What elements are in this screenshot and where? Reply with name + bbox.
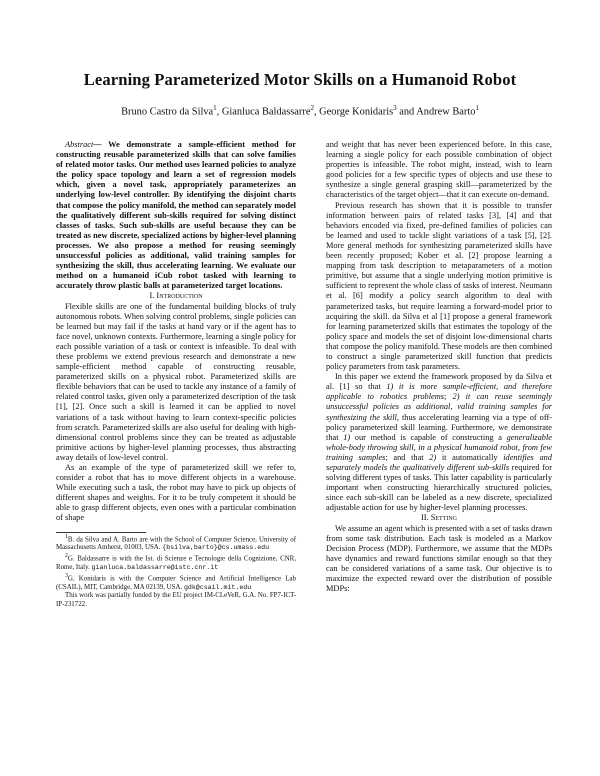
- author-name: Gianluca Baldassarre: [221, 106, 311, 118]
- footnote-email: gdk@csail.mit.edu: [183, 583, 252, 591]
- footnote-text: G. Baldassarre is with the Ist. di Scienze e Tecnologie della Cognizione, CNR, Rome, Italy.: [56, 555, 296, 572]
- author-name: Bruno Castro da Silva: [121, 106, 214, 118]
- right-column: [326, 140, 552, 594]
- footnote-text: G. Konidaris is with the Computer Science and Artificial Intelligence Lab (CSAIL), MIT, Cambridge, MA 02139, USA.: [56, 575, 296, 591]
- abstract: [56, 140, 296, 291]
- text-run: ; and that: [385, 452, 430, 462]
- author-list: [0, 104, 600, 117]
- emphasis-run: 1) it is more sample-efficient, and therefore applicable to robotics problems: [326, 382, 552, 402]
- footnote-email: gianluca.baldassarre@istc.cnr.it: [91, 564, 219, 572]
- author-separator: ,: [216, 106, 222, 118]
- text-run: , thus accelerating learning via a type of off-policy parameterized skill learning. Furthermore, we demonstrate that: [326, 412, 552, 442]
- body-paragraph: Previous research has shown that it is possible to transfer information between pairs of related tasks [3], [4] and that behaviors encoded via fixed, pre-defined families of policies can be learned and used to tackle slight variations of a task [5], [2]. More general methods for synthesizing parameterized skills have been recently proposed; Kober et al. [2] propose learning a mapping from task description to metaparameters of a motion primitive, but assume that a single underlying motion primitive is sufficient to represent the whole class of tasks of interest. Neumann et al. [6] modify a policy search algorithm to deal with parameterized tasks, but require learning a forward-model prior to acquiring the skill. da Silva et al [1] propose a general framework for learning parameterized skills that estimates the topology of the policy space and models the set of disjoint low-dimensional charts that compose the policy manifold. These models are then combined to construct a single parameterized skill function that predicts policy parameters from task parameters.: [326, 200, 552, 372]
- body-paragraph: Flexible skills are one of the fundamental building blocks of truly autonomous robots. When solving control problems, single policies can be learned but may fail if the tasks at hand vary or if the agent has to face novel, unknown contexts. Furthermore, learning a single policy for each possible variation of a task or context is infeasible. To deal with these problems we extend previous research and demonstrate a new sample-efficient method capable of constructing reusable, parameterized skills on a physical robot. Parameterized skills are flexible behaviors that can be used to tackle any instance of a family of related control tasks, given only a parameterized description of the task [1], [2]. Once such a skill is learned it can be applied to novel variations of a task without having to learn context-specific policies from scratch. Parameterized skills are also useful for dealing with high-dimensional control problems since they can be treated as adjustable primitive actions by higher-level planning processes, thus abstracting away details of low-level control.: [56, 301, 296, 462]
- body-paragraph: We assume an agent which is presented with a set of tasks drawn from some task distribution. Each task is modeled as a Markov Decision Process (MDP). Furthermore, we assume that the MDPs have dynamics and reward functions similar enough so that they can be considered variations of a same task. Our objective is to maximize the expected reward over the distribution of possible MDPs:: [326, 523, 552, 594]
- affiliation-mark: 3: [393, 104, 397, 112]
- affiliation-mark: 1: [475, 104, 479, 112]
- affiliation-mark: 2: [310, 104, 314, 112]
- left-column: [56, 140, 296, 609]
- text-run: In this paper we extend the framework proposed by da Silva et al. [1] so that: [326, 372, 552, 392]
- affiliation-mark: 1: [213, 104, 217, 112]
- emphasis-run: generalizable whole-body throwing skill, in a physical humanoid robot, from few training samples: [326, 432, 552, 462]
- text-run: ;: [444, 392, 453, 402]
- footnote-mark: 3: [65, 573, 68, 580]
- footnote: [56, 572, 296, 592]
- footnote-text: B. da Silva and A. Barto are with the School of Computer Science, University of Massachusetts Amherst, 01003, USA.: [56, 535, 296, 552]
- emphasis-run: 1): [343, 432, 351, 442]
- text-run: required for solving different types of tasks. This latter capability is particularly important when constructing hierarchically structured policies, since each sub-skill can be labeled as a new discrete, specialized adjustable action for use by higher-level planning processes.: [326, 463, 552, 513]
- author-separator: and: [396, 106, 417, 118]
- text-run: our method is capable of constructing a: [350, 432, 507, 442]
- emphasis-run: 2): [429, 452, 437, 462]
- text-run: it automatically: [436, 452, 504, 462]
- emphasis-run: identifies and separately models the qualitatively different sub-skills: [326, 452, 552, 472]
- footnotes: [56, 533, 296, 609]
- section-heading-introduction: I. Introduction: [149, 291, 203, 301]
- body-paragraph: As an example of the type of parameterized skill we refer to, consider a robot that has to move different objects in a warehouse. While executing such a task, the robot may have to pick up objects of different shapes and weights. For it to be truly competent it should be able to grasp different objects, even ones with a particular combination of shape: [56, 463, 296, 523]
- footnote: [56, 552, 296, 572]
- body-paragraph: and weight that has never been experienced before. In this case, learning a single policy for each possible combination of object properties is infeasible. The robot might, instead, wish to learn good policies for a few specific types of objects and use these to synthesize a single general grasping skill—parameterized by the characteristics of the target object—that it can execute on-demand.: [326, 140, 552, 200]
- footnote-mark: 2: [65, 553, 68, 560]
- paper-title: Learning Parameterized Motor Skills on a Humanoid Robot: [83, 70, 517, 89]
- section-heading-setting: II. Setting: [420, 513, 458, 523]
- abstract-text: — We demonstrate a sample-efficient method for constructing reusable parameterized skills that can solve families of related motor tasks. Our method uses learned policies to analyze the policy space topology and learn a set of regression models which, given a novel task, appropriately parameterizes an underlying low-level controller. By identifying the disjoint charts that compose the policy manifold, the method can separately model the qualitatively different sub-skills required for solving distinct classes of tasks. Such sub-skills are useful because they can be treated as new discrete, specialized actions by higher-level planning processes. We also propose a method for reusing seemingly unsuccessful policies as additional, valid training samples for synthesizing the skill, thus accelerating learning. We evaluate our method on a humanoid iCub robot tasked with learning to accurately throw plastic balls at parameterized target locations.: [56, 140, 296, 291]
- emphasis-run: 2) it can reuse seemingly unsuccessful policies as additional, valid training samples for synthesizing the skill: [326, 392, 552, 422]
- footnote-mark: 1: [65, 533, 68, 540]
- author-separator: ,: [313, 106, 320, 118]
- abstract-label: Abstract: [65, 140, 94, 149]
- body-paragraph: [326, 372, 552, 513]
- footnote-email: {bsilva,barto}@cs.umass.edu: [162, 544, 270, 552]
- footnote: [56, 533, 296, 553]
- author-name: George Konidaris: [319, 106, 394, 118]
- author-name: Andrew Barto: [416, 106, 476, 118]
- footnote-funding: This work was partially funded by the EU project IM-CLeVeR, G.A. No. FP7-ICT-IP-231722.: [56, 592, 296, 608]
